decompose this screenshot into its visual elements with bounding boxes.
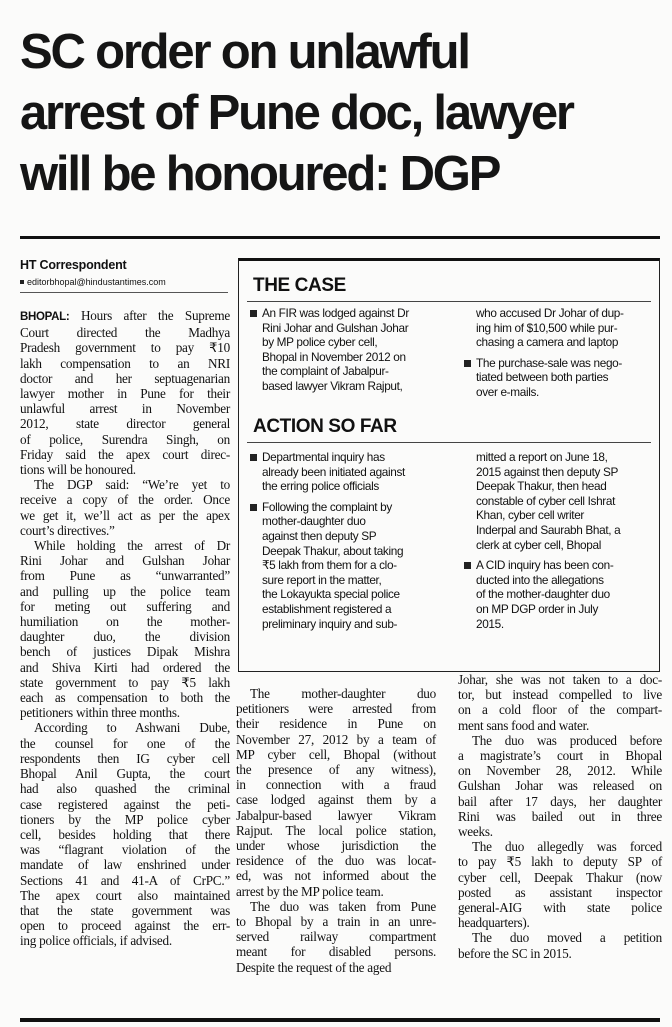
article-line: While holding the arrest of Dr: [34, 538, 230, 554]
box-bullet-line: Bhopal in November 2012 on: [262, 349, 406, 364]
article-column-2: [236, 686, 436, 975]
box-bullet-line: clerk at cyber cell, Bhopal: [476, 537, 601, 552]
article-line: unlawful arrest in November: [20, 401, 230, 417]
article-line: respondents then IG cyber cell: [20, 750, 230, 766]
box-bullet-line: preliminary inquiry and sub-: [262, 616, 398, 631]
action-title-rule: [247, 442, 651, 443]
article-line: 2012, state director general: [20, 416, 230, 432]
article-line: each as compensation to both the: [20, 690, 230, 706]
article-line: The mother-daughter duo: [250, 686, 436, 701]
box-bullet-line: 2015 against then deputy SP: [476, 464, 619, 479]
article-line: posted as assistant inspector: [458, 884, 662, 900]
box-bullet-line: mother-daughter duo: [262, 514, 366, 529]
action-left-column: [249, 450, 449, 631]
box-bullet-line: already been initiated against: [262, 464, 405, 479]
article-line: Sections 41 and 41-A of CrPC.”: [20, 872, 230, 888]
article-line: Court directed the Madhya: [20, 325, 230, 341]
article-line: Gulshan Johar was released on: [458, 778, 662, 794]
article-line: BHOPAL: Hours after the Supreme: [20, 308, 230, 323]
headline-line: SC order on unlawful: [20, 25, 469, 79]
article-line: Johar, she was not taken to a doc-: [458, 672, 662, 687]
box-bullet-line: of the mother-daughter duo: [476, 587, 610, 602]
article-line: Pradesh government to pay ₹10: [20, 340, 230, 356]
article-line: ed, was not informed about the: [236, 868, 436, 884]
box-bullet-line: by MP police cyber cell,: [262, 335, 378, 350]
case-right-column: [463, 306, 653, 400]
article-line: weeks.: [458, 824, 493, 840]
article-line: before the SC in 2015.: [458, 945, 572, 961]
article-line: The DGP said: “We’re yet to: [34, 477, 230, 493]
byline-author: HT Correspondent: [20, 258, 127, 272]
box-bullet-line: ing him of $10,500 while pur-: [476, 320, 618, 335]
article-line: ing police officials, if advised.: [20, 933, 172, 949]
article-line: humiliation on the mother-: [20, 614, 230, 630]
box-bullet-line: Deepak Thakur, about taking: [262, 543, 404, 558]
box-bullet-line: over e-mails.: [476, 384, 539, 399]
box-bullet-line: constable of cyber cell Ishrat: [476, 493, 616, 508]
article-line: Rini was bailed out in three: [458, 808, 662, 824]
box-bullet-line: the erring police officials: [262, 479, 379, 494]
article-line: open to proceed against the err-: [20, 918, 230, 934]
article-line: receive a copy of the order. Once: [20, 492, 230, 508]
article-line: state government to pay ₹5 lakh: [20, 674, 230, 690]
article-line: a magistrate’s court in Bhopal: [458, 748, 662, 764]
headline-line: arrest of Pune doc, lawyer: [20, 86, 573, 140]
box-bullet-line: 2015.: [476, 616, 504, 631]
box-bullet-line: on MP DGP order in July: [476, 601, 598, 616]
article-line: residence of the duo was locat-: [236, 853, 436, 869]
article-line: cell, besides holding that there: [20, 826, 230, 842]
article-line: The apex court also maintained: [20, 887, 230, 903]
dateline: BHOPAL:: [20, 311, 70, 323]
article-line: lakh compensation to an NRI: [20, 355, 230, 371]
article-line: for meting out suffering and: [20, 598, 230, 614]
article-line: headquarters).: [458, 915, 530, 931]
article-line: tioners by the MP police cyber: [20, 811, 230, 827]
box-bullet-line: Departmental inquiry has: [249, 450, 449, 465]
article-line: tions will be honoured.: [20, 462, 136, 478]
article-line: MP cyber cell, Bhopal (without: [236, 746, 436, 762]
article-line: daughter duo, the division: [20, 629, 230, 645]
box-bullet-line: A CID inquiry has been con-: [463, 558, 653, 573]
article-line: November 27, 2012 by a team of: [236, 731, 436, 747]
article-column-3: [458, 672, 662, 961]
article-line: the counsel for one of the: [20, 735, 230, 751]
article-line: and pulling up the police team: [20, 583, 230, 599]
box-bullet-line: ducted into the allegations: [476, 572, 604, 587]
case-left-column: [249, 306, 449, 394]
case-title-rule: [247, 301, 651, 302]
article-line: tor, but instead compelled to live: [458, 687, 662, 703]
box-bullet-line: establishment registered a: [262, 601, 392, 616]
article-line: Despite the request of the aged: [236, 959, 392, 975]
box-bullet-line: sure report in the matter,: [262, 572, 382, 587]
box-bullet-line: Rini Johar and Gulshan Johar: [262, 320, 409, 335]
box-bullet-line: Following the complaint by: [249, 500, 449, 515]
article-line: their residence in Pune on: [236, 716, 436, 732]
box-bullet-line: chasing a camera and laptop: [476, 335, 619, 350]
article-line: on a cold floor of the compart-: [458, 702, 662, 718]
article-line: Rajput. The local police station,: [236, 822, 436, 838]
box-bullet-line: the Lokayukta special police: [262, 587, 400, 602]
article-line: and Shiva Kirti had ordered the: [20, 659, 230, 675]
article-line: on November 28, 2012. While: [458, 763, 662, 779]
article-line: case lodged against them by a: [236, 792, 436, 808]
article-line: from Pune as “unwarranted”: [20, 568, 230, 584]
box-bullet-line: who accused Dr Johar of dup-: [476, 306, 624, 320]
bullet-square-icon: [20, 280, 24, 284]
article-line: According to Ashwani Dube,: [34, 720, 230, 736]
article-line: to Bhopal by a train in an unre-: [236, 914, 436, 930]
article-line: we get it, we’ll act as per the apex: [20, 507, 230, 523]
article-line: was “flagrant violation of the: [20, 842, 230, 858]
article-line: Bhopal Anil Gupta, the court: [20, 766, 230, 782]
article-line: The duo was taken from Pune: [250, 898, 436, 914]
article-line: bail after 17 days, her daughter: [458, 793, 662, 809]
article-line: petitioners were arrested from: [236, 701, 436, 717]
box-bullet-line: The purchase-sale was nego-: [463, 356, 653, 371]
box-bullet-line: mitted a report on June 18,: [476, 450, 608, 464]
article-line: to pay ₹5 lakh to deputy SP of: [458, 854, 662, 870]
box-bullet-line: based lawyer Vikram Rajput,: [262, 378, 403, 393]
article-line: petitioners within three months.: [20, 705, 180, 721]
byline-divider: [20, 292, 228, 293]
article-line: general-AIG with state police: [458, 900, 662, 916]
article-line: meant for disabled persons.: [236, 944, 436, 960]
box-bullet-line: An FIR was lodged against Dr: [249, 306, 449, 321]
box-bullet-line: tiated between both parties: [476, 370, 609, 385]
action-right-column: [463, 450, 653, 631]
box-bullet-line: the complaint of Jabalpur-: [262, 364, 389, 379]
article-line: under whose jurisdiction the: [236, 838, 436, 854]
headline-line: will be honoured: DGP: [20, 147, 500, 201]
article-line: bench of justices Dipak Mishra: [20, 644, 230, 660]
article-line: case registered against the peti-: [20, 796, 230, 812]
case-title: THE CASE: [253, 275, 346, 296]
article-line: had also quashed the criminal: [20, 781, 230, 797]
box-bullet-line: Deepak Thakur, then head: [476, 479, 607, 494]
article-line: the presence of any witness),: [236, 762, 436, 778]
article-line: Friday said the apex court direc-: [20, 446, 230, 462]
box-bullet-line: against then deputy SP: [262, 528, 377, 543]
article-line: mandate of law enshrined under: [20, 857, 230, 873]
article-line: doctor and her septuagenarian: [20, 370, 230, 386]
article-line: of police, Surendra Singh, on: [20, 431, 230, 447]
box-bullet-line: ₹5 lakh from them for a clo-: [262, 558, 397, 573]
headline-rule: [20, 236, 660, 239]
byline-email-row: [20, 277, 166, 287]
article-line: in connection with a fraud: [236, 777, 436, 793]
article-line: that the state government was: [20, 902, 230, 918]
info-box: [238, 258, 660, 672]
box-bullet-line: Khan, cyber cell writer: [476, 508, 584, 523]
article-line: arrest by the MP police team.: [236, 883, 384, 899]
article-line: Rini Johar and Gulshan Johar: [20, 553, 230, 569]
article-line: The duo allegedly was forced: [472, 839, 662, 855]
byline-email: editorbhopal@hindustantimes.com: [27, 277, 166, 287]
article-line: The duo was produced before: [472, 732, 662, 748]
page-bottom-rule: [20, 1018, 660, 1022]
box-bullet-line: Inderpal and Saurabh Bhat, a: [476, 522, 621, 537]
article-column-1: [20, 308, 230, 949]
action-title: ACTION SO FAR: [253, 416, 397, 437]
article-line: lawyer mother in Pune for their: [20, 386, 230, 402]
article-line: cyber cell, Deepak Thakur (now: [458, 869, 662, 885]
headline: [20, 22, 660, 205]
article-line: served railway compartment: [236, 929, 436, 945]
article-line: court’s directives.”: [20, 522, 115, 538]
article-line: ment sans food and water.: [458, 717, 590, 733]
article-line: The duo moved a petition: [472, 930, 662, 946]
article-line: Jabalpur-based lawyer Vikram: [236, 807, 436, 823]
